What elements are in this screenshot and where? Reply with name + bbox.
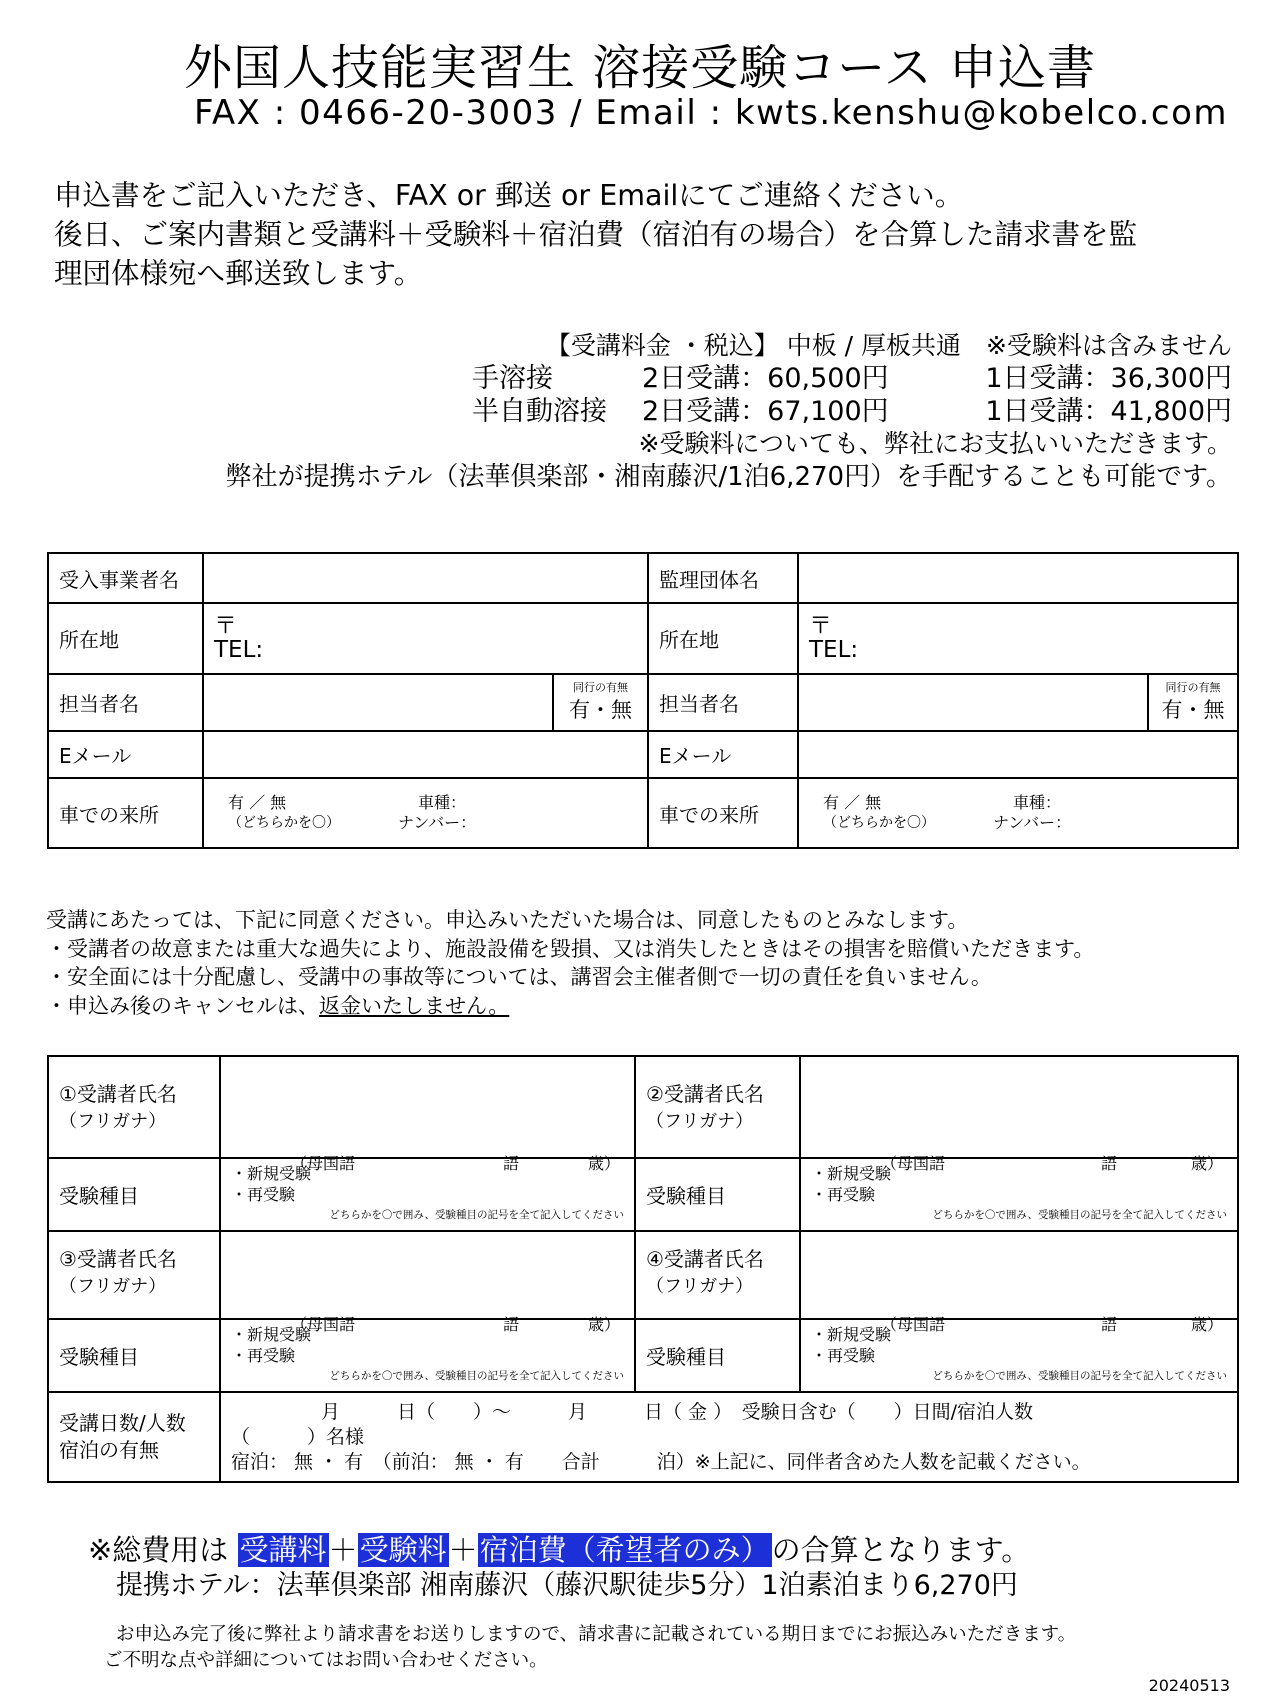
union-label: 監理団体名: [648, 553, 798, 603]
trainee-1-label: ①受講者氏名 （フリガナ）: [48, 1056, 220, 1158]
trainee-3-exam-label: 受験種目: [48, 1319, 220, 1392]
schedule-lodging: 宿泊： 無 ・ 有 （前泊： 無 ・ 有 合計 泊）※上記に、同伴者含めた人数を記載ください。: [231, 1450, 1091, 1473]
car-yesno-note: （どちらかを〇）: [228, 815, 340, 831]
fee-row: [226, 362, 1232, 395]
intro-line: 後日、ご案内書類と受講料＋受験料＋宿泊費（宿泊有の場合）を合算した請求書を監: [54, 218, 1138, 251]
car-number-label: ナンバー：: [398, 813, 477, 832]
no-refund-text: 返金いたしません。: [319, 993, 510, 1018]
trainee-1-input[interactable]: （母国語 語 歳）: [220, 1056, 635, 1158]
accompany-cell[interactable]: [553, 674, 648, 731]
consent-line: ・安全面には十分配慮し、受講中の事故等については、講習会主催者側で一切の責任を負いません。: [46, 965, 992, 989]
fee-kind: 手溶接: [472, 363, 553, 394]
schedule-people: （ ）名様: [231, 1425, 365, 1448]
car-type-label: 車種：: [1013, 793, 1062, 812]
hotel-info: 提携ホテル：法華倶楽部 湘南藤沢（藤沢駅徒歩5分）1泊素泊まり6,270円: [116, 1570, 1018, 1601]
trainee-1-exam-label: 受験種目: [48, 1158, 220, 1231]
trainee-4-label: ④受講者氏名 （フリガナ）: [635, 1231, 800, 1319]
fee-two-day: 2日受講：67,100円: [642, 396, 889, 427]
total-cost-note: ※総費用は 受講料＋受験料＋宿泊費（希望者のみ）の合算となります。: [88, 1533, 1031, 1567]
intro-line: 申込書をご記入いただき、FAX or 郵送 or Emailにてご連絡ください。: [54, 179, 964, 212]
car-number-label: ナンバー：: [993, 813, 1072, 832]
intro-line: 理団体様宛へ郵送致します。: [54, 257, 423, 290]
trainee-4-input[interactable]: （母国語 語 歳）: [800, 1231, 1238, 1319]
intro-text: [54, 176, 1244, 293]
schedule-input[interactable]: [220, 1392, 1238, 1482]
contact-info: FAX : 0466-20-3003 / Email : kwts.kenshu@kobelco.com: [193, 93, 1228, 133]
trainee-3-exam-input[interactable]: ・新規受験 ・再受験 どちらかを〇で囲み、受験種目の記号を全て記入してください: [220, 1319, 635, 1392]
fee-one-day: 1日受講：36,300円: [985, 363, 1232, 394]
hotel-note: 弊社が提携ホテル（法華倶楽部・湘南藤沢/1泊6,270円）を手配することも可能です。: [225, 462, 1232, 492]
fee-one-day: 1日受講：41,800円: [985, 396, 1232, 427]
address-input[interactable]: [203, 603, 648, 674]
fee-highlight: 受験料: [359, 1533, 447, 1567]
accompany-label: 同行の有無: [573, 681, 628, 694]
email-input[interactable]: [203, 731, 648, 778]
fee-kind: 半自動溶接: [472, 396, 607, 427]
person-label: 担当者名: [48, 674, 203, 731]
zip-mark: 〒: [809, 612, 832, 639]
car-label: 車での来所: [48, 778, 203, 848]
union-accompany-cell[interactable]: [1148, 674, 1238, 731]
car-type-label: 車種：: [418, 793, 467, 812]
consent-line: 受講にあたっては、下記に同意ください。申込みいただいた場合は、同意したものとみなします。: [46, 908, 969, 932]
fee-note: ※受験料についても、弊社にお支払いいただきます。: [638, 429, 1232, 458]
tel-label: TEL:: [214, 636, 264, 663]
fee-row: [226, 395, 1232, 428]
company-form: [47, 552, 1239, 849]
document-code: 20240513: [1148, 1676, 1230, 1695]
car-yesno: 有 ／ 無: [228, 793, 287, 812]
fee-two-day: 2日受講：60,500円: [642, 363, 889, 394]
trainee-3-input[interactable]: （母国語 語 歳）: [220, 1231, 635, 1319]
union-address-label: 所在地: [648, 603, 798, 674]
fee-highlight: 宿泊費（希望者のみ）: [479, 1533, 770, 1567]
union-email-label: Eメール: [648, 731, 798, 778]
union-input[interactable]: [798, 553, 1238, 603]
union-address-input[interactable]: [798, 603, 1238, 674]
tel-label: TEL:: [809, 636, 859, 663]
footer-note: お申込み完了後に弊社より請求書をお送りしますので、請求書に記載されている期日までにお振込みいただきます。: [116, 1624, 1077, 1645]
union-person-label: 担当者名: [648, 674, 798, 731]
union-person-input[interactable]: [798, 674, 1148, 731]
page-title: 外国人技能実習生 溶接受験コース 申込書: [183, 40, 1097, 96]
car-yesno: 有 ／ 無: [823, 793, 882, 812]
car-yesno-note: （どちらかを〇）: [823, 815, 935, 831]
trainee-1-exam-input[interactable]: ・新規受験 ・再受験 どちらかを〇で囲み、受験種目の記号を全て記入してください: [220, 1158, 635, 1231]
accompany-label: 同行の有無: [1165, 681, 1221, 694]
trainee-4-exam-label: 受験種目: [635, 1319, 800, 1392]
fee-header: 【受講料金 ・税込】 中板 / 厚板共通 ※受験料は含みません: [545, 331, 1232, 360]
zip-mark: 〒: [214, 612, 237, 639]
accept-company-input[interactable]: [203, 553, 648, 603]
email-label: Eメール: [48, 731, 203, 778]
accompany-options: 有・無: [569, 698, 632, 722]
person-input[interactable]: [203, 674, 553, 731]
trainee-2-input[interactable]: （母国語 語 歳）: [800, 1056, 1238, 1158]
trainee-2-label: ②受講者氏名 （フリガナ）: [635, 1056, 800, 1158]
consent-line: ・受講者の故意または重大な過失により、施設設備を毀損、又は消失したときはその損害を賠償いただきます。: [46, 936, 1095, 961]
trainee-2-exam-input[interactable]: ・新規受験 ・再受験 どちらかを〇で囲み、受験種目の記号を全て記入してください: [800, 1158, 1238, 1231]
trainee-form: [47, 1055, 1239, 1483]
schedule-dates: 月 日（ ）～ 月 日（ 金 ） 受験日含む（ ）日間/宿泊人数: [321, 1400, 1033, 1423]
trainee-2-exam-label: 受験種目: [635, 1158, 800, 1231]
union-email-input[interactable]: [798, 731, 1238, 778]
union-car-label: 車での来所: [648, 778, 798, 848]
address-label: 所在地: [48, 603, 203, 674]
union-car-input[interactable]: [798, 778, 1238, 848]
accept-company-label: 受入事業者名: [48, 553, 203, 603]
fee-info: [226, 330, 1232, 494]
consent-line: ・申込み後のキャンセルは、返金いたしません。: [46, 993, 510, 1018]
fee-highlight: 受講料: [239, 1533, 327, 1567]
consent-text: [46, 906, 1256, 1020]
schedule-label: 受講日数/人数 宿泊の有無: [48, 1392, 220, 1482]
accompany-options: 有・無: [1161, 698, 1225, 722]
trainee-3-label: ③受講者氏名 （フリガナ）: [48, 1231, 220, 1319]
footer-contact-note: ご不明な点や詳細についてはお問い合わせください。: [104, 1650, 548, 1671]
car-input[interactable]: [203, 778, 648, 848]
trainee-4-exam-input[interactable]: ・新規受験 ・再受験 どちらかを〇で囲み、受験種目の記号を全て記入してください: [800, 1319, 1238, 1392]
